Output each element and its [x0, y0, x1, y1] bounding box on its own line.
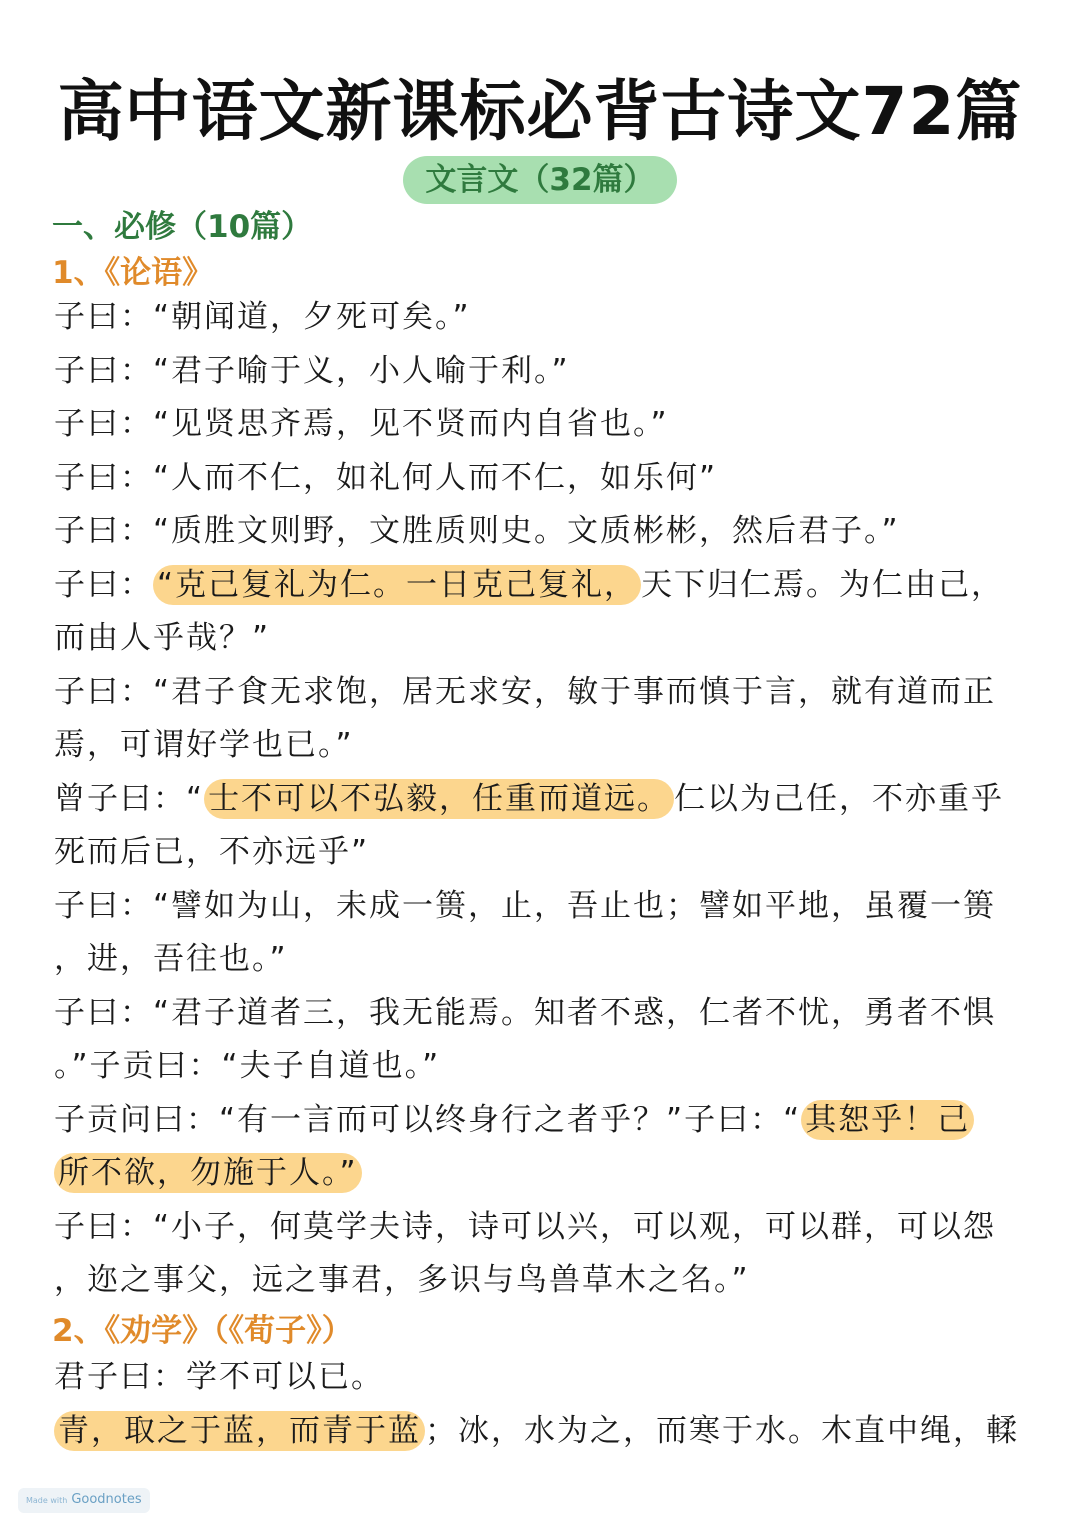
- highlighted-text: 青，取之于蓝，而青于蓝: [54, 1411, 425, 1451]
- text-line: [54, 1406, 1019, 1456]
- line-text-pre: 子贡问曰：“有一言而可以终身行之者乎？”子曰：“: [54, 1101, 802, 1138]
- line-text-pre: 焉，可谓好学也已。”: [54, 727, 354, 763]
- item-heading-lunyu: 1、《论语》: [52, 255, 214, 291]
- line-text-pre: 子曰：“见贤思齐焉，见不贤而内自省也。”: [54, 406, 669, 442]
- section-heading: 一、必修（10篇）: [52, 209, 313, 245]
- text-line: [54, 292, 471, 342]
- text-line: [54, 1041, 440, 1091]
- subtitle-wrap: [0, 156, 1080, 204]
- text-line: [54, 774, 1004, 824]
- line-text-pre: 子曰：: [54, 566, 153, 603]
- line-text-pre: 子曰：“君子喻于义，小人喻于利。”: [54, 352, 570, 389]
- text-line: [54, 560, 1004, 610]
- subtitle-badge: 文言文（32篇）: [403, 156, 676, 204]
- line-text-pre: 子曰：“君子食无求饱，居无求安，敏于事而慎于言，就有道而正: [54, 673, 997, 710]
- line-text-pre: 而由人乎哉？”: [54, 620, 271, 656]
- text-line: [54, 1202, 996, 1252]
- footer-small-text: Made with: [26, 1496, 68, 1505]
- line-text-pre: 子曰：“朝闻道，夕死可矣。”: [54, 299, 471, 335]
- line-text-pre: 曾子曰：“: [54, 780, 205, 817]
- line-text-pre: 子曰：“质胜文则野，文胜质则史。文质彬彬，然后君子。”: [54, 513, 900, 549]
- text-line: [54, 1095, 974, 1145]
- highlighted-text: “克己复礼为仁。一日克己复礼，: [153, 565, 641, 605]
- line-text-pre: 。”子贡曰：“夫子自道也。”: [54, 1048, 441, 1084]
- line-text-pre: 子曰：“君子道者三，我无能焉。知者不惑，仁者不忧，勇者不惧: [54, 994, 997, 1031]
- goodnotes-watermark: [18, 1488, 150, 1513]
- text-line: [54, 1148, 362, 1198]
- line-text-pre: 子曰：“小子，何莫学夫诗，诗可以兴，可以观，可以群，可以怨: [54, 1208, 997, 1245]
- line-text-post: 天下归仁焉。为仁由己，: [641, 566, 1005, 603]
- text-line: [54, 827, 369, 877]
- line-text-pre: 君子曰：学不可以已。: [54, 1359, 384, 1395]
- line-text-post: ；冰，水为之，而寒于水。木直中绳，輮: [425, 1412, 1019, 1449]
- line-text-post: 仁以为己任，不亦重乎: [674, 780, 1005, 817]
- text-line: [54, 1255, 750, 1305]
- text-line: [54, 613, 270, 663]
- text-line: [54, 399, 669, 449]
- item-heading-quanxue: 2、《劝学》（《荀子》）: [52, 1313, 353, 1349]
- text-line: [54, 1352, 384, 1402]
- text-line: [54, 453, 717, 503]
- line-text-pre: 死而后已，不亦远乎”: [54, 834, 370, 870]
- highlighted-text: 士不可以不弘毅，任重而道远。: [204, 779, 674, 819]
- highlighted-text: 所不欲，勿施于人。”: [54, 1153, 362, 1193]
- line-text-pre: ，迩之事父，远之事君，多识与鸟兽草木之名。”: [54, 1262, 750, 1298]
- line-text-pre: 子曰：“譬如为山，未成一篑，止，吾止也；譬如平地，虽覆一篑: [54, 887, 997, 924]
- text-line: [54, 881, 996, 931]
- footer-brand: Goodnotes: [71, 1492, 142, 1507]
- text-line: [54, 346, 570, 396]
- text-line: [54, 720, 354, 770]
- line-text-pre: 子曰：“人而不仁，如礼何人而不仁，如乐何”: [54, 459, 718, 496]
- highlighted-text: 其恕乎！己: [801, 1100, 974, 1140]
- text-line: [54, 934, 288, 984]
- text-line: [54, 506, 900, 556]
- text-line: [54, 667, 996, 717]
- page-title: 高中语文新课标必背古诗文72篇: [57, 73, 1023, 150]
- line-text-pre: ，进，吾往也。”: [54, 941, 288, 977]
- text-line: [54, 988, 996, 1038]
